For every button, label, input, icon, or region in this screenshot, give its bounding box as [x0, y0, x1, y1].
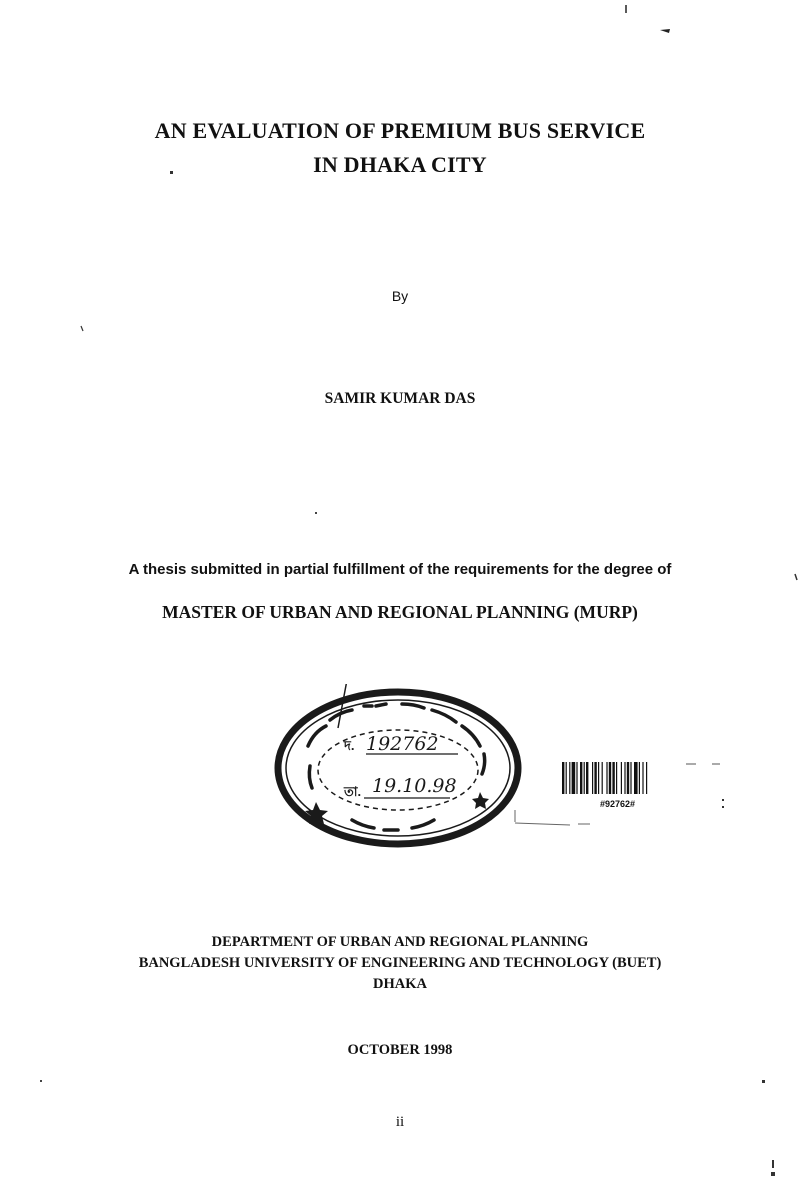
barcode-bar	[584, 762, 585, 794]
barcode-bar	[572, 762, 576, 794]
barcode-bar	[612, 762, 614, 794]
barcode-bars	[562, 762, 647, 794]
stamp-accession-number: 192762	[366, 733, 439, 755]
barcode-bar	[592, 762, 593, 794]
degree-name: MASTER OF URBAN AND REGIONAL PLANNING (MURP)	[162, 602, 638, 622]
thesis-title-line-2: IN DHAKA CITY	[313, 152, 487, 177]
barcode-bar	[598, 762, 599, 794]
barcode-label: #92762#	[600, 799, 636, 809]
department-line-1: DEPARTMENT OF URBAN AND REGIONAL PLANNING	[211, 934, 589, 950]
barcode-bar	[569, 762, 570, 794]
barcode-bar	[602, 762, 603, 794]
barcode-bar	[562, 762, 564, 794]
department-line-3: DHAKA	[373, 976, 427, 992]
barcode-bar	[594, 762, 596, 794]
barcode-bar	[627, 762, 629, 794]
submission-statement: A thesis submitted in partial fulfillment of the requirements for the degree of	[128, 561, 672, 578]
by-label: By	[391, 288, 409, 304]
page-number: ii	[395, 1114, 405, 1130]
barcode-bar	[621, 762, 622, 794]
svg-text:দ.: দ.	[344, 738, 355, 753]
barcode-bar	[616, 762, 617, 794]
barcode-bar	[642, 762, 643, 794]
barcode-bar	[586, 762, 588, 794]
barcode-bar	[646, 762, 647, 794]
barcode-bar	[576, 762, 577, 794]
library-stamp-seal	[272, 684, 524, 854]
barcode-bar	[639, 762, 640, 794]
stamp-date: 19.10.98	[372, 775, 457, 797]
barcode-bar	[606, 762, 607, 794]
barcode-bar	[609, 762, 611, 794]
barcode-bar	[566, 762, 567, 794]
thesis-title-line-1: AN EVALUATION OF PREMIUM BUS SERVICE	[154, 118, 646, 143]
barcode-bar	[634, 762, 638, 794]
barcode-bar	[624, 762, 625, 794]
barcode-bar	[580, 762, 582, 794]
department-line-2: BANGLADESH UNIVERSITY OF ENGINEERING AND TECHNOLOGY (BUET)	[138, 955, 662, 971]
svg-text:তা.: তা.	[344, 784, 362, 799]
barcode	[560, 760, 700, 820]
barcode-bar	[630, 762, 631, 794]
author-name: SAMIR KUMAR DAS	[324, 390, 476, 407]
submission-date: OCTOBER 1998	[347, 1042, 453, 1058]
